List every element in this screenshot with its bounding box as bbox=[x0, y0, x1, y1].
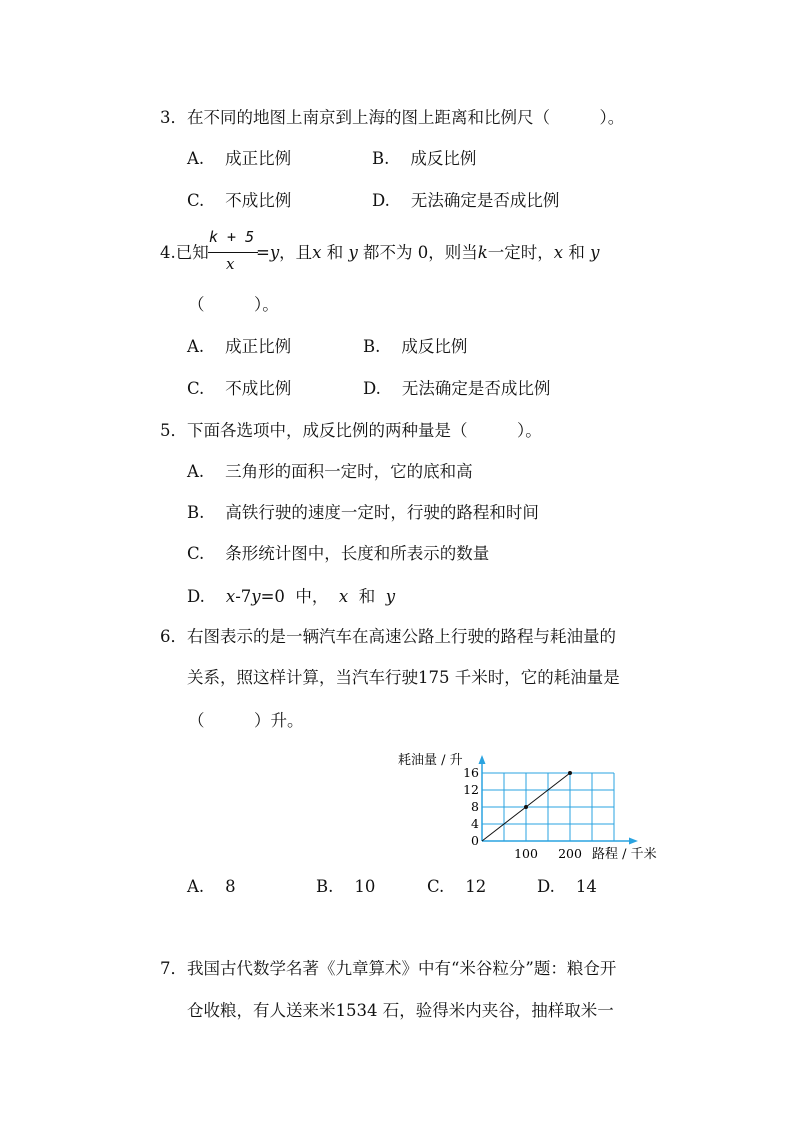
q3-option-a-letter: A. bbox=[187, 149, 205, 168]
q3-option-c-letter: C. bbox=[187, 191, 205, 210]
chart-ticks bbox=[463, 765, 582, 861]
q4-option-c-letter: C. bbox=[187, 379, 205, 398]
q4-option-c-text: 不成比例 bbox=[225, 379, 292, 398]
q5-option-c-text: 条形统计图中，长度和所表示的数量 bbox=[225, 544, 490, 563]
q4-option-a-text: 成正比例 bbox=[225, 337, 292, 356]
q3-option-c-text: 不成比例 bbox=[225, 191, 292, 210]
q3-option-b-text: 成反比例 bbox=[410, 149, 477, 168]
q6-stem-line3: （ ）升。 bbox=[188, 711, 304, 730]
q6-number: 6． bbox=[160, 627, 187, 646]
q3-option-a bbox=[187, 148, 291, 170]
q4-stem-start bbox=[160, 242, 209, 264]
q4-stem-rest: =y，且x 和 y 都不为 0，则当k一定时，x 和 y bbox=[256, 243, 600, 262]
q4-fraction-numerator: k + 5 bbox=[209, 228, 255, 246]
y-tick-label: 12 bbox=[463, 782, 479, 797]
x-tick-label: 200 bbox=[558, 846, 582, 861]
fuel-distance-chart bbox=[395, 742, 695, 872]
q4-answer-blank: （ ）。 bbox=[188, 295, 279, 314]
q5-option-c-letter: C. bbox=[187, 544, 205, 563]
q3-option-a-text: 成正比例 bbox=[225, 149, 292, 168]
q6-option-d bbox=[537, 876, 597, 898]
q7-number: 7． bbox=[160, 959, 187, 978]
q4-option-a bbox=[187, 336, 291, 358]
q5-option-b-text: 高铁行驶的速度一定时，行驶的路程和时间 bbox=[225, 503, 539, 522]
q4-option-d-letter: D. bbox=[363, 379, 381, 398]
q3-option-c bbox=[187, 190, 291, 212]
q3-option-d-letter: D. bbox=[372, 191, 390, 210]
q3-option-d-text: 无法确定是否成比例 bbox=[410, 191, 560, 210]
q4-fraction-bar bbox=[208, 252, 258, 253]
q3-text: 在不同的地图上南京到上海的图上距离和比例尺（ ）。 bbox=[187, 108, 625, 127]
q4-option-d-text: 无法确定是否成比例 bbox=[401, 379, 551, 398]
chart-grid bbox=[482, 773, 614, 841]
q5-option-d-letter: D. bbox=[187, 587, 205, 606]
q6-option-d-text: 14 bbox=[575, 877, 597, 896]
q4-prefix: 已知 bbox=[175, 243, 209, 262]
y-tick-label: 16 bbox=[463, 765, 479, 780]
q5-option-a bbox=[187, 461, 473, 483]
q5-option-d: D. x-7y=0 中， x 和 y bbox=[187, 587, 396, 606]
q3-option-d bbox=[372, 190, 559, 212]
q5-option-b-letter: B. bbox=[187, 503, 205, 522]
q4-option-a-letter: A. bbox=[187, 337, 205, 356]
data-point bbox=[524, 805, 528, 809]
q3-stem bbox=[160, 107, 624, 129]
y-axis-arrow bbox=[479, 755, 486, 764]
chart-x-axis-label: 路程 / 千米 bbox=[592, 847, 657, 862]
chart-series bbox=[482, 771, 572, 841]
q4-option-b-letter: B. bbox=[363, 337, 381, 356]
q5-text: 下面各选项中，成反比例的两种量是（ ）。 bbox=[187, 421, 542, 440]
q5-option-c bbox=[187, 543, 489, 565]
q6-option-c-text: 12 bbox=[465, 877, 487, 896]
q5-stem bbox=[160, 420, 542, 442]
q5-option-a-letter: A. bbox=[187, 462, 205, 481]
q6-option-b bbox=[316, 876, 375, 898]
y-tick-label: 8 bbox=[471, 799, 479, 814]
q6-option-a-letter: A. bbox=[187, 877, 205, 896]
q3-number: 3． bbox=[160, 108, 187, 127]
q4-fraction-denominator: x bbox=[226, 255, 235, 273]
q6-option-b-text: 10 bbox=[354, 877, 376, 896]
q6-option-a bbox=[187, 876, 236, 898]
q6-option-c bbox=[427, 876, 486, 898]
q5-option-a-text: 三角形的面积一定时，它的底和高 bbox=[225, 462, 473, 481]
data-point bbox=[568, 771, 572, 775]
q6-stem-line1: 6．右图表示的是一辆汽车在高速公路上行驶的路程与耗油量的 bbox=[160, 627, 616, 646]
q6-option-d-letter: D. bbox=[537, 877, 555, 896]
q6-option-a-text: 8 bbox=[225, 877, 236, 896]
q4-option-d bbox=[363, 378, 550, 400]
q4-option-c bbox=[187, 378, 291, 400]
y-tick-label: 0 bbox=[471, 833, 479, 848]
x-tick-label: 100 bbox=[514, 846, 538, 861]
q4-option-b bbox=[363, 336, 467, 358]
chart-y-axis-label: 耗油量 / 升 bbox=[398, 753, 463, 768]
q5-number: 5． bbox=[160, 421, 187, 440]
y-tick-label: 4 bbox=[471, 816, 479, 831]
q7-stem-line2: 仓收粮，有人送来米1534 石，验得米内夹谷，抽样取米一 bbox=[187, 1001, 614, 1020]
q4-number: 4. bbox=[160, 243, 176, 262]
q6-stem-line2: 关系，照这样计算，当汽车行驶175 千米时，它的耗油量是 bbox=[187, 668, 620, 687]
q5-option-b bbox=[187, 502, 539, 524]
q6-option-c-letter: C. bbox=[427, 877, 445, 896]
q3-option-b bbox=[372, 148, 476, 170]
q6-option-b-letter: B. bbox=[316, 877, 334, 896]
q3-option-b-letter: B. bbox=[372, 149, 390, 168]
q4-option-b-text: 成反比例 bbox=[401, 337, 468, 356]
x-axis-arrow bbox=[629, 838, 638, 845]
q7-stem-line1: 7．我国古代数学名著《九章算术》中有“米谷粒分”题：粮仓开 bbox=[160, 959, 617, 978]
